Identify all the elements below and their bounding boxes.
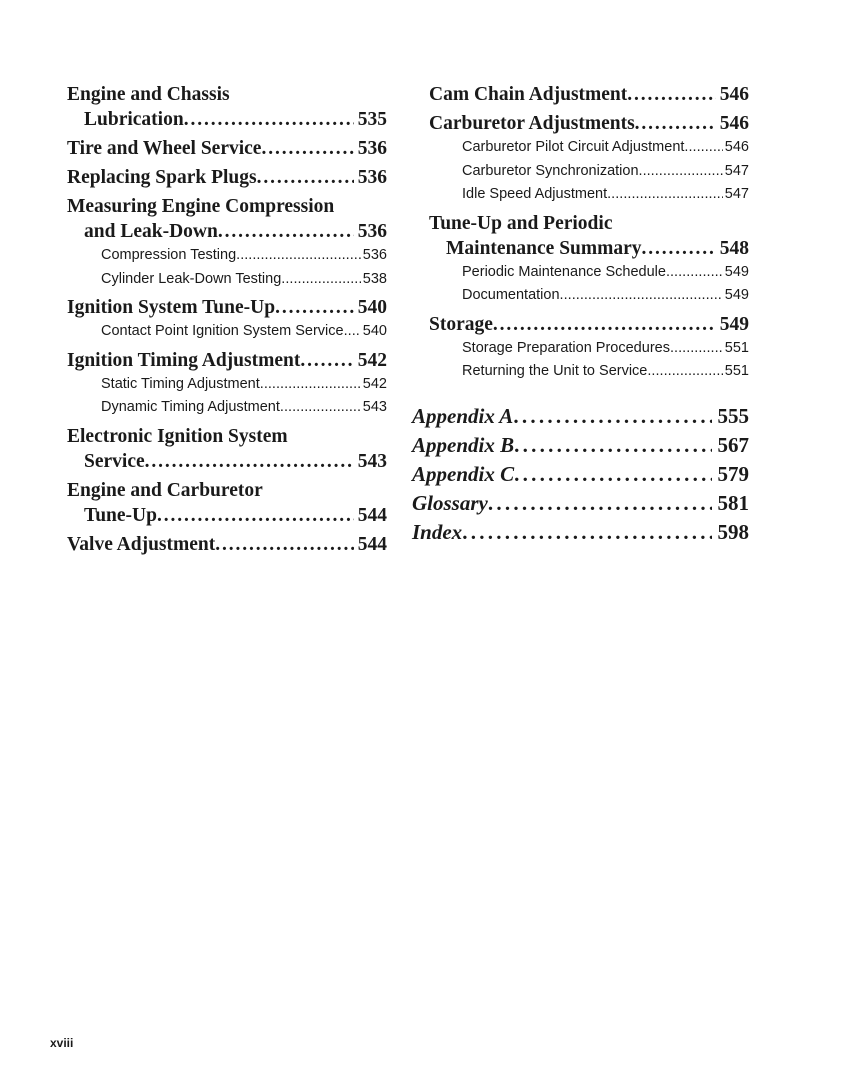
toc-entry-title-line1: Electronic Ignition System	[67, 425, 288, 447]
page-number: 536	[357, 221, 387, 242]
page-number: 546	[719, 84, 749, 105]
toc-subentry-cylinder-leak-down[interactable]	[67, 268, 387, 292]
toc-entry-ignition-tune-up[interactable]	[67, 295, 387, 320]
page-number: 549	[724, 263, 749, 280]
toc-entry-title: Storage	[429, 313, 493, 335]
toc-subentry-title: Carburetor Pilot Circuit Adjustment	[462, 139, 685, 155]
page-number: 579	[717, 461, 749, 486]
section-spacer	[412, 384, 749, 402]
toc-entry-title: Valve Adjustment	[67, 533, 216, 555]
toc-subentry-idle-speed[interactable]	[412, 183, 749, 207]
toc-entry-title: Ignition Timing Adjustment	[67, 349, 301, 371]
toc-subentry-title: Documentation	[462, 287, 560, 303]
page-number: 542	[362, 375, 387, 392]
dot-leader	[514, 460, 711, 489]
toc-subentry-title: Contact Point Ignition System Service	[101, 323, 344, 339]
toc-entry-engine-carburetor-tune-up[interactable]	[67, 478, 387, 528]
toc-entry-electronic-ignition[interactable]	[67, 424, 387, 474]
toc-subentry-title: Dynamic Timing Adjustment	[101, 399, 280, 415]
toc-entry-title: Glossary	[412, 490, 488, 515]
toc-entry-title-line1: Engine and Chassis	[67, 84, 230, 105]
dot-leader	[462, 518, 711, 547]
toc-entry-measuring-compression[interactable]	[67, 194, 387, 244]
toc-entry-title: Carburetor Adjustments	[429, 113, 635, 134]
dot-leader	[236, 244, 361, 268]
dot-leader	[513, 402, 711, 431]
dot-leader	[607, 183, 723, 207]
toc-subentry-carb-synchronization[interactable]	[412, 160, 749, 184]
toc-entry-tune-up-summary[interactable]	[412, 211, 749, 261]
toc-subentry-dynamic-timing[interactable]	[67, 396, 387, 420]
page-number: 555	[717, 403, 749, 428]
dot-leader	[281, 268, 361, 292]
toc-subentry-maintenance-schedule[interactable]	[412, 261, 749, 285]
toc-subentry-title: Compression Testing	[101, 247, 237, 263]
dot-leader	[488, 489, 712, 518]
toc-subentry-compression-testing[interactable]	[67, 244, 387, 268]
toc-entry-valve-adjustment[interactable]	[67, 532, 387, 557]
page-number: 551	[724, 339, 749, 356]
dot-leader	[666, 261, 723, 285]
toc-entry-title-line1: Tune-Up and Periodic	[429, 212, 613, 234]
toc-subentry-static-timing[interactable]	[67, 373, 387, 397]
toc-entry-title: Lubrication	[84, 109, 184, 130]
page-number: 567	[717, 432, 749, 457]
page-number: 536	[357, 138, 387, 159]
dot-leader	[514, 431, 711, 460]
toc-subentry-contact-point-service[interactable]	[67, 320, 387, 344]
dot-leader	[670, 337, 723, 361]
toc-subentry-documentation[interactable]	[412, 284, 749, 308]
page-number: 546	[724, 139, 749, 155]
toc-entry-title: Maintenance Summary	[446, 237, 642, 259]
dot-leader	[647, 360, 722, 384]
dot-leader	[635, 111, 716, 136]
dot-leader	[218, 219, 354, 244]
toc-entry-appendix-c[interactable]	[412, 460, 749, 489]
toc-entry-engine-chassis-lubrication[interactable]	[67, 82, 387, 132]
dot-leader	[493, 312, 716, 337]
dot-leader	[260, 373, 361, 397]
toc-entry-cam-chain[interactable]	[412, 82, 749, 107]
dot-leader	[261, 136, 353, 161]
dot-leader	[275, 295, 354, 320]
toc-entry-title: Appendix B	[412, 432, 515, 457]
toc-subentry-title: Storage Preparation Procedures	[462, 339, 670, 356]
toc-entry-title: Ignition System Tune-Up	[67, 297, 276, 318]
dot-leader	[344, 320, 361, 344]
page-number: 536	[362, 247, 387, 263]
page-number: 540	[362, 323, 387, 339]
toc-entry-appendix-b[interactable]	[412, 431, 749, 460]
toc-entry-carburetor-adjustments[interactable]	[412, 111, 749, 136]
page-number: 540	[357, 297, 387, 318]
toc-entry-title-line1: Engine and Carburetor	[67, 479, 263, 501]
page-number: 544	[357, 533, 387, 555]
dot-leader	[684, 136, 722, 160]
toc-entry-appendix-a[interactable]	[412, 402, 749, 431]
page-number: 549	[724, 287, 749, 303]
page-number: 543	[357, 450, 387, 472]
toc-entry-title: Appendix C	[412, 461, 515, 486]
dot-leader	[257, 165, 354, 190]
page-number: 549	[719, 313, 749, 335]
dot-leader	[300, 348, 353, 373]
dot-leader	[639, 160, 723, 184]
toc-subentry-title: Cylinder Leak-Down Testing	[101, 270, 282, 287]
toc-entry-title: Appendix A	[412, 403, 514, 428]
page-number: 538	[362, 270, 387, 287]
toc-entry-storage[interactable]	[412, 312, 749, 337]
page-number: 544	[357, 504, 387, 526]
page-number: 547	[724, 186, 749, 202]
dot-leader	[215, 532, 354, 557]
toc-entry-tire-wheel-service[interactable]	[67, 136, 387, 161]
toc-entry-title: and Leak-Down	[84, 221, 218, 242]
toc-entry-title: Index	[412, 519, 463, 544]
page-folio: xviii	[50, 1036, 74, 1050]
toc-right-column	[412, 78, 749, 547]
toc-entry-title: Tire and Wheel Service	[67, 138, 262, 159]
dot-leader	[627, 82, 715, 107]
dot-leader	[642, 236, 716, 261]
toc-left-column	[67, 78, 387, 557]
toc-entry-title: Service	[84, 450, 145, 472]
toc-entry-title: Replacing Spark Plugs	[67, 167, 257, 188]
toc-entry-index[interactable]	[412, 518, 749, 547]
page-number: 535	[357, 109, 387, 130]
dot-leader	[560, 284, 723, 308]
toc-entry-title: Cam Chain Adjustment	[429, 84, 628, 105]
toc-entry-ignition-timing[interactable]	[67, 348, 387, 373]
toc-entry-title: Tune-Up	[84, 504, 157, 526]
toc-subentry-title: Returning the Unit to Service	[462, 363, 648, 379]
toc-subentry-title: Idle Speed Adjustment	[462, 186, 608, 202]
page-number: 548	[719, 237, 749, 259]
page-number: 536	[357, 167, 387, 188]
toc-subentry-title: Periodic Maintenance Schedule	[462, 263, 666, 280]
page-number: 542	[357, 349, 387, 371]
dot-leader	[280, 396, 361, 420]
page-number: 543	[362, 399, 387, 415]
dot-leader	[145, 449, 354, 474]
dot-leader	[157, 503, 354, 528]
page-number: 547	[724, 162, 749, 179]
toc-subentry-returning-to-service[interactable]	[412, 360, 749, 384]
toc-subentry-storage-preparation[interactable]	[412, 337, 749, 361]
page-number: 546	[719, 113, 749, 134]
dot-leader	[184, 107, 354, 132]
page-number: 551	[724, 363, 749, 379]
toc-subentry-title: Carburetor Synchronization	[462, 162, 639, 179]
page-number: 598	[717, 519, 749, 544]
toc-entry-title-line1: Measuring Engine Compression	[67, 196, 335, 217]
page-number: 581	[717, 490, 749, 515]
toc-entry-replacing-spark-plugs[interactable]	[67, 165, 387, 190]
toc-entry-glossary[interactable]	[412, 489, 749, 518]
toc-subentry-pilot-circuit[interactable]	[412, 136, 749, 160]
toc-subentry-title: Static Timing Adjustment	[101, 375, 260, 392]
